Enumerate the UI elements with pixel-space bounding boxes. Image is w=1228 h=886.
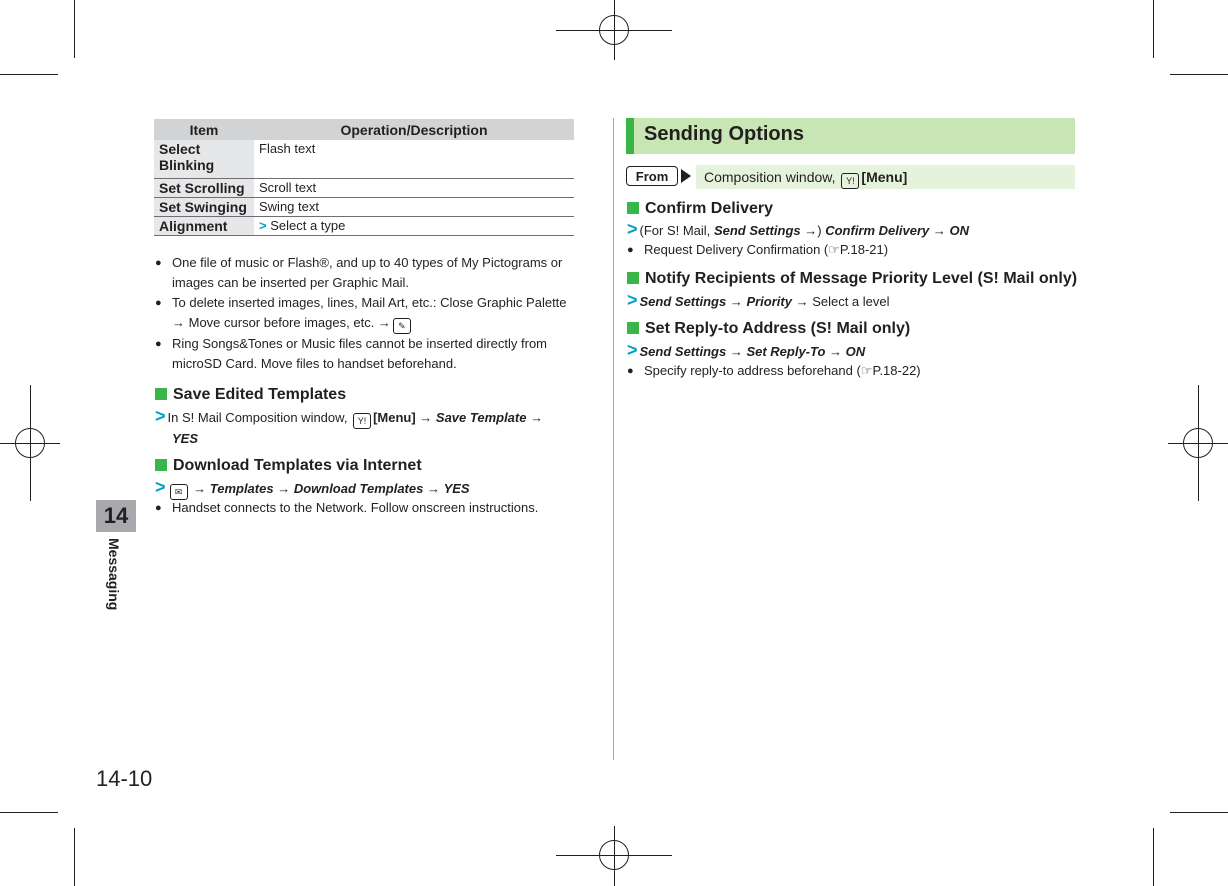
registration-circle: [1183, 428, 1213, 458]
operations-table: [154, 119, 574, 236]
notes-list: [155, 253, 575, 374]
crop-mark: [1153, 0, 1154, 58]
yahoo-key-icon: Y!: [841, 173, 859, 189]
crop-mark: [0, 74, 58, 75]
sending-options-header: [626, 118, 1075, 154]
section-square-icon: [627, 322, 639, 334]
alignment-desc: Select a type: [270, 218, 346, 233]
registration-circle: [599, 15, 629, 45]
download-notes: [155, 498, 575, 518]
table-cell-item: Set Scrolling: [154, 179, 254, 198]
list-item: ● One file of music or Flash®, and up to 40 types of My Pictograms or images can be inserted per Graphic Mail.: [155, 253, 575, 293]
step-arrow-icon: >: [155, 477, 166, 497]
table-header-desc: Operation/Description: [254, 119, 574, 140]
notify-priority-step: > Send Settings → Priority → Select a level: [627, 290, 890, 310]
confirm-delivery-notes: [627, 240, 1067, 260]
list-item: ● Request Delivery Confirmation (☞P.18-21): [627, 240, 1067, 260]
from-text: Composition window, Y! [Menu]: [696, 165, 1075, 189]
table-row: [154, 179, 574, 198]
section-square-icon: [155, 388, 167, 400]
table-cell-desc: Scroll text: [254, 179, 574, 198]
download-templates-step: > ✉ → Templates → Download Templates → YES: [155, 477, 470, 500]
reply-to-heading: Set Reply-to Address (S! Mail only): [627, 320, 910, 338]
registration-circle: [599, 840, 629, 870]
crop-mark: [1170, 812, 1228, 813]
from-badge: From: [626, 166, 678, 186]
table-row: [154, 140, 574, 179]
crop-mark: [1153, 828, 1154, 886]
save-templates-step: > In S! Mail Composition window, Y! [Menu] → Save Template → YES: [155, 406, 544, 446]
download-templates-heading: Download Templates via Internet: [155, 457, 422, 475]
reply-to-step: > Send Settings → Set Reply-To → ON: [627, 340, 866, 360]
crop-mark: [74, 828, 75, 886]
registration-circle: [15, 428, 45, 458]
pointing-hand-icon: ☞: [828, 242, 840, 257]
table-header-item: Item: [154, 119, 254, 140]
sending-options-title: Sending Options: [644, 123, 804, 145]
table-cell-item: Set Swinging: [154, 198, 254, 217]
column-divider: [613, 118, 614, 760]
table-row: [154, 198, 574, 217]
crop-mark: [74, 0, 75, 58]
crop-mark: [1170, 74, 1228, 75]
step-arrow-icon: >: [259, 218, 267, 233]
table-cell-desc: Flash text: [254, 140, 574, 179]
confirm-delivery-step: > (For S! Mail, Send Settings →) Confirm Delivery → ON: [627, 219, 969, 239]
notify-priority-heading: Notify Recipients of Message Priority Level (S! Mail only): [627, 270, 1077, 288]
header-accent-bar: [626, 118, 634, 154]
note-text: To delete inserted images, lines, Mail Art, etc.: Close Graphic Palette → Move cursor before images, etc. →: [172, 295, 567, 330]
page-number: 14-10: [96, 766, 153, 791]
confirm-delivery-heading: Confirm Delivery: [627, 200, 773, 218]
chapter-number: 14: [96, 500, 136, 532]
list-item: [155, 293, 575, 334]
step-arrow-icon: >: [627, 340, 638, 360]
crop-mark: [0, 812, 58, 813]
pointing-hand-icon: ☞: [860, 363, 873, 378]
save-templates-heading: Save Edited Templates: [155, 386, 346, 404]
list-item: ● Ring Songs&Tones or Music files cannot be inserted directly from microSD Card. Move files to handset beforehand.: [155, 334, 575, 374]
chapter-label: Messaging: [106, 538, 122, 611]
section-square-icon: [627, 272, 639, 284]
step-arrow-icon: >: [155, 406, 166, 426]
yahoo-key-icon: Y!: [353, 413, 371, 429]
list-item: ● Handset connects to the Network. Follow onscreen instructions.: [155, 498, 575, 518]
table-row: [154, 217, 574, 236]
step-arrow-icon: >: [627, 290, 638, 310]
step-arrow-icon: >: [627, 219, 638, 239]
from-row: [626, 165, 1075, 189]
table-cell-item: Alignment: [154, 217, 254, 236]
table-cell-item: Select Blinking: [154, 140, 254, 179]
list-item: ● Specify reply-to address beforehand (☞P.18-22): [627, 361, 1067, 381]
table-cell-desc: Swing text: [254, 198, 574, 217]
table-cell-desc: [254, 217, 574, 236]
from-arrow-icon: [681, 169, 691, 183]
mail-key-icon: ✉: [170, 484, 188, 500]
reply-to-notes: [627, 361, 1067, 381]
section-square-icon: [627, 202, 639, 214]
clear-key-icon: ✎: [393, 318, 411, 334]
section-square-icon: [155, 459, 167, 471]
